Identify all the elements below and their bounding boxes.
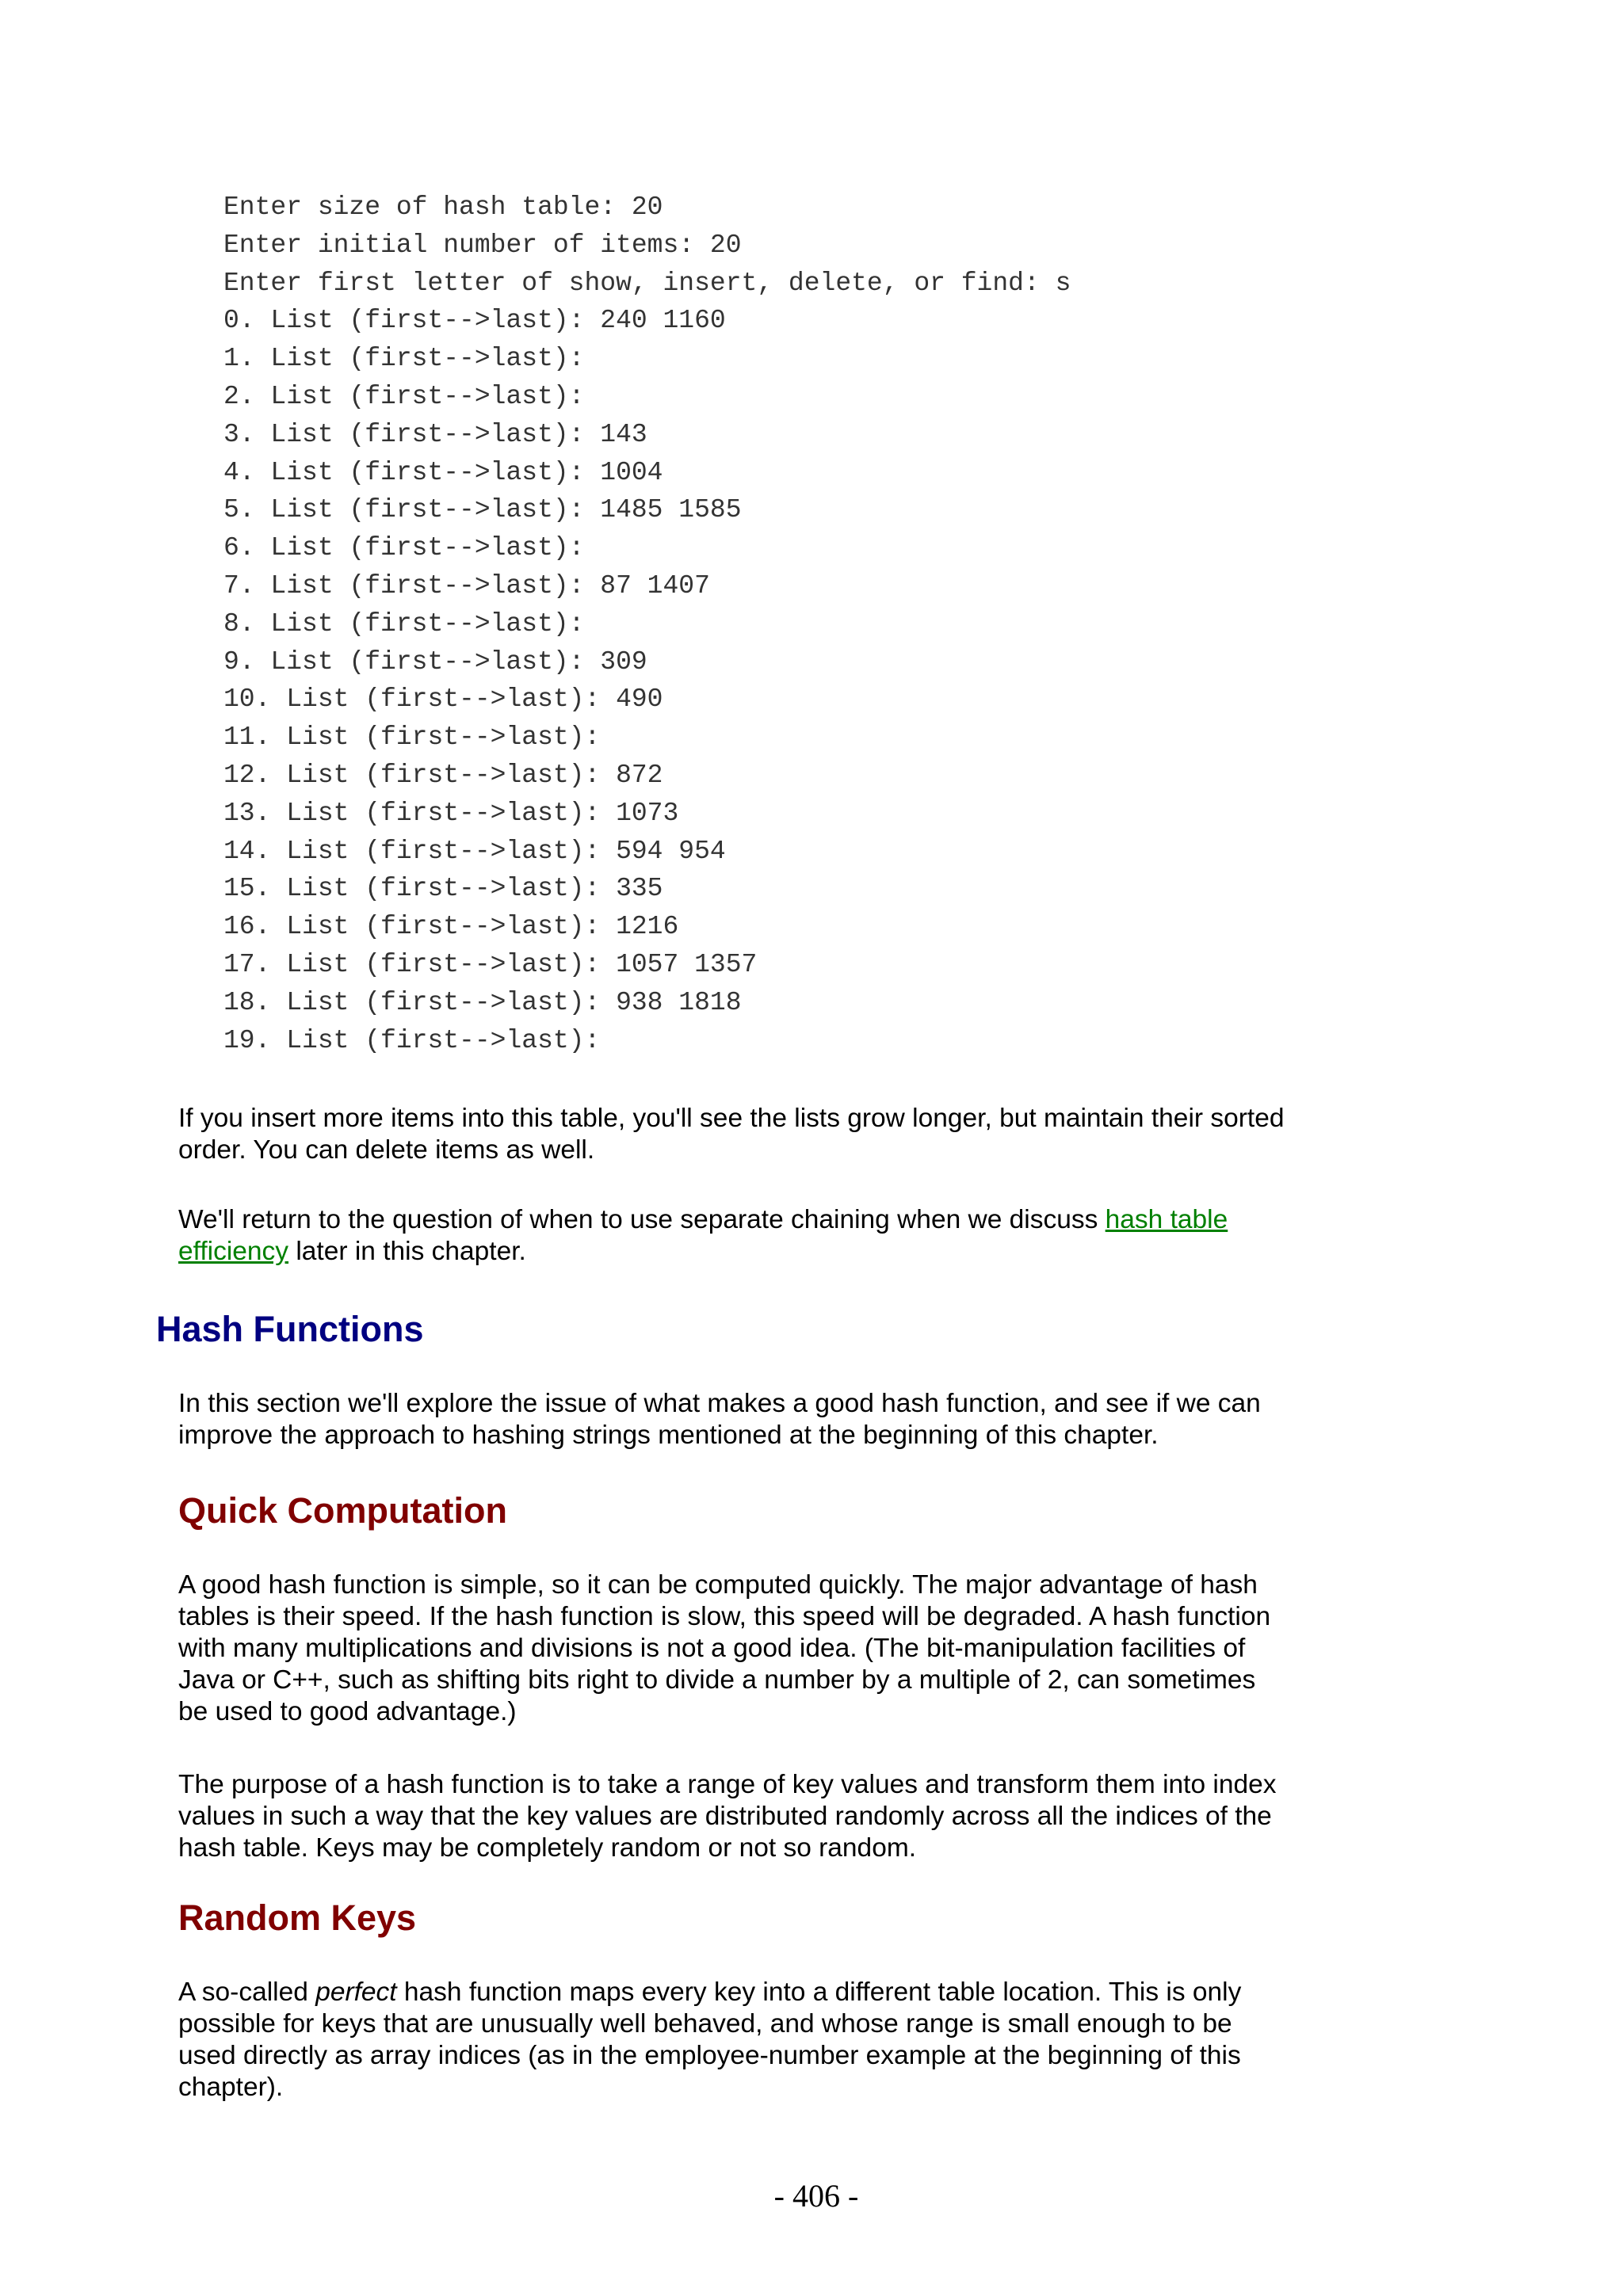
paragraph-section-intro: In this section we'll explore the issue of what makes a good hash function, and see if we can improve the approach to hashing strings mentioned at the beginning of this chapter. [178,1389,1261,1450]
code-line: 4. List (first-->last): 1004 [223,457,663,487]
code-line: 19. List (first-->last): [223,1025,601,1055]
code-line: Enter first letter of show, insert, delete, or find: s [223,268,1071,298]
paragraph-random-text-end: hash function maps every key into a different table location. This is only possible for keys that are unusually well behaved, and whose range is small enough to be used directly as array indices (as in the employee-number example at the beginning of this chapter). [178,1978,1242,2102]
code-line: 1. List (first-->last): [223,344,585,374]
paragraph-random-keys [178,1977,1288,2103]
heading-random-keys: Random Keys [178,1897,417,1938]
code-line: 0. List (first-->last): 240 1160 [223,306,726,336]
paragraph-return-text: We'll return to the question of when to use separate chaining when we discuss [178,1205,1106,1234]
code-line: 18. List (first-->last): 938 1818 [223,987,742,1017]
code-line: 8. List (first-->last): [223,608,585,639]
code-line: 2. List (first-->last): [223,381,585,411]
code-line: 16. List (first-->last): 1216 [223,912,679,942]
paragraph-random-text: A so-called [178,1978,316,2007]
paragraph-return [178,1204,1288,1268]
code-line: 5. List (first-->last): 1485 1585 [223,495,742,525]
paragraph-return-text-end: later in this chapter. [288,1237,526,1266]
heading-hash-functions: Hash Functions [156,1309,424,1349]
hash-table-efficiency-link[interactable]: hash table efficiency [178,1205,1228,1266]
code-line: 14. List (first-->last): 594 954 [223,836,726,866]
code-line: 15. List (first-->last): 335 [223,874,663,904]
code-line: 11. List (first-->last): [223,723,601,753]
program-output [223,189,1071,1059]
code-line: 6. List (first-->last): [223,533,585,563]
heading-quick-computation: Quick Computation [178,1490,507,1531]
emphasis-perfect: perfect [315,1978,397,2007]
code-line: 13. List (first-->last): 1073 [223,798,679,828]
code-line: 9. List (first-->last): 309 [223,646,647,677]
paragraph-quick-2: The purpose of a hash function is to take a range of key values and transform them into index values in such a way that the key values are distributed randomly across all the indices of the hash table. Keys may be completely random or not so random. [178,1770,1277,1863]
code-line: 12. List (first-->last): 872 [223,760,663,790]
code-line: Enter initial number of items: 20 [223,230,742,260]
paragraph-insert-more: If you insert more items into this table, you'll see the lists grow longer, but maintain their sorted order. You can delete items as well. [178,1104,1285,1165]
code-line: 10. List (first-->last): 490 [223,685,663,715]
code-line: 17. List (first-->last): 1057 1357 [223,949,758,979]
code-line: Enter size of hash table: 20 [223,193,663,222]
code-line: 7. List (first-->last): 87 1407 [223,570,710,601]
code-line: 3. List (first-->last): 143 [223,419,647,449]
page-number: - 406 - [773,2178,859,2214]
paragraph-quick-1: A good hash function is simple, so it can be computed quickly. The major advantage of hash tables is their speed. If the hash function is slow, this speed will be degraded. A hash function with many multiplications and divisions is not a good idea. (The bit-manipulation facilities of Java or C++, such as shifting bits right to divide a number by a multiple of 2, can sometimes be used to good advantage.) [178,1570,1271,1726]
